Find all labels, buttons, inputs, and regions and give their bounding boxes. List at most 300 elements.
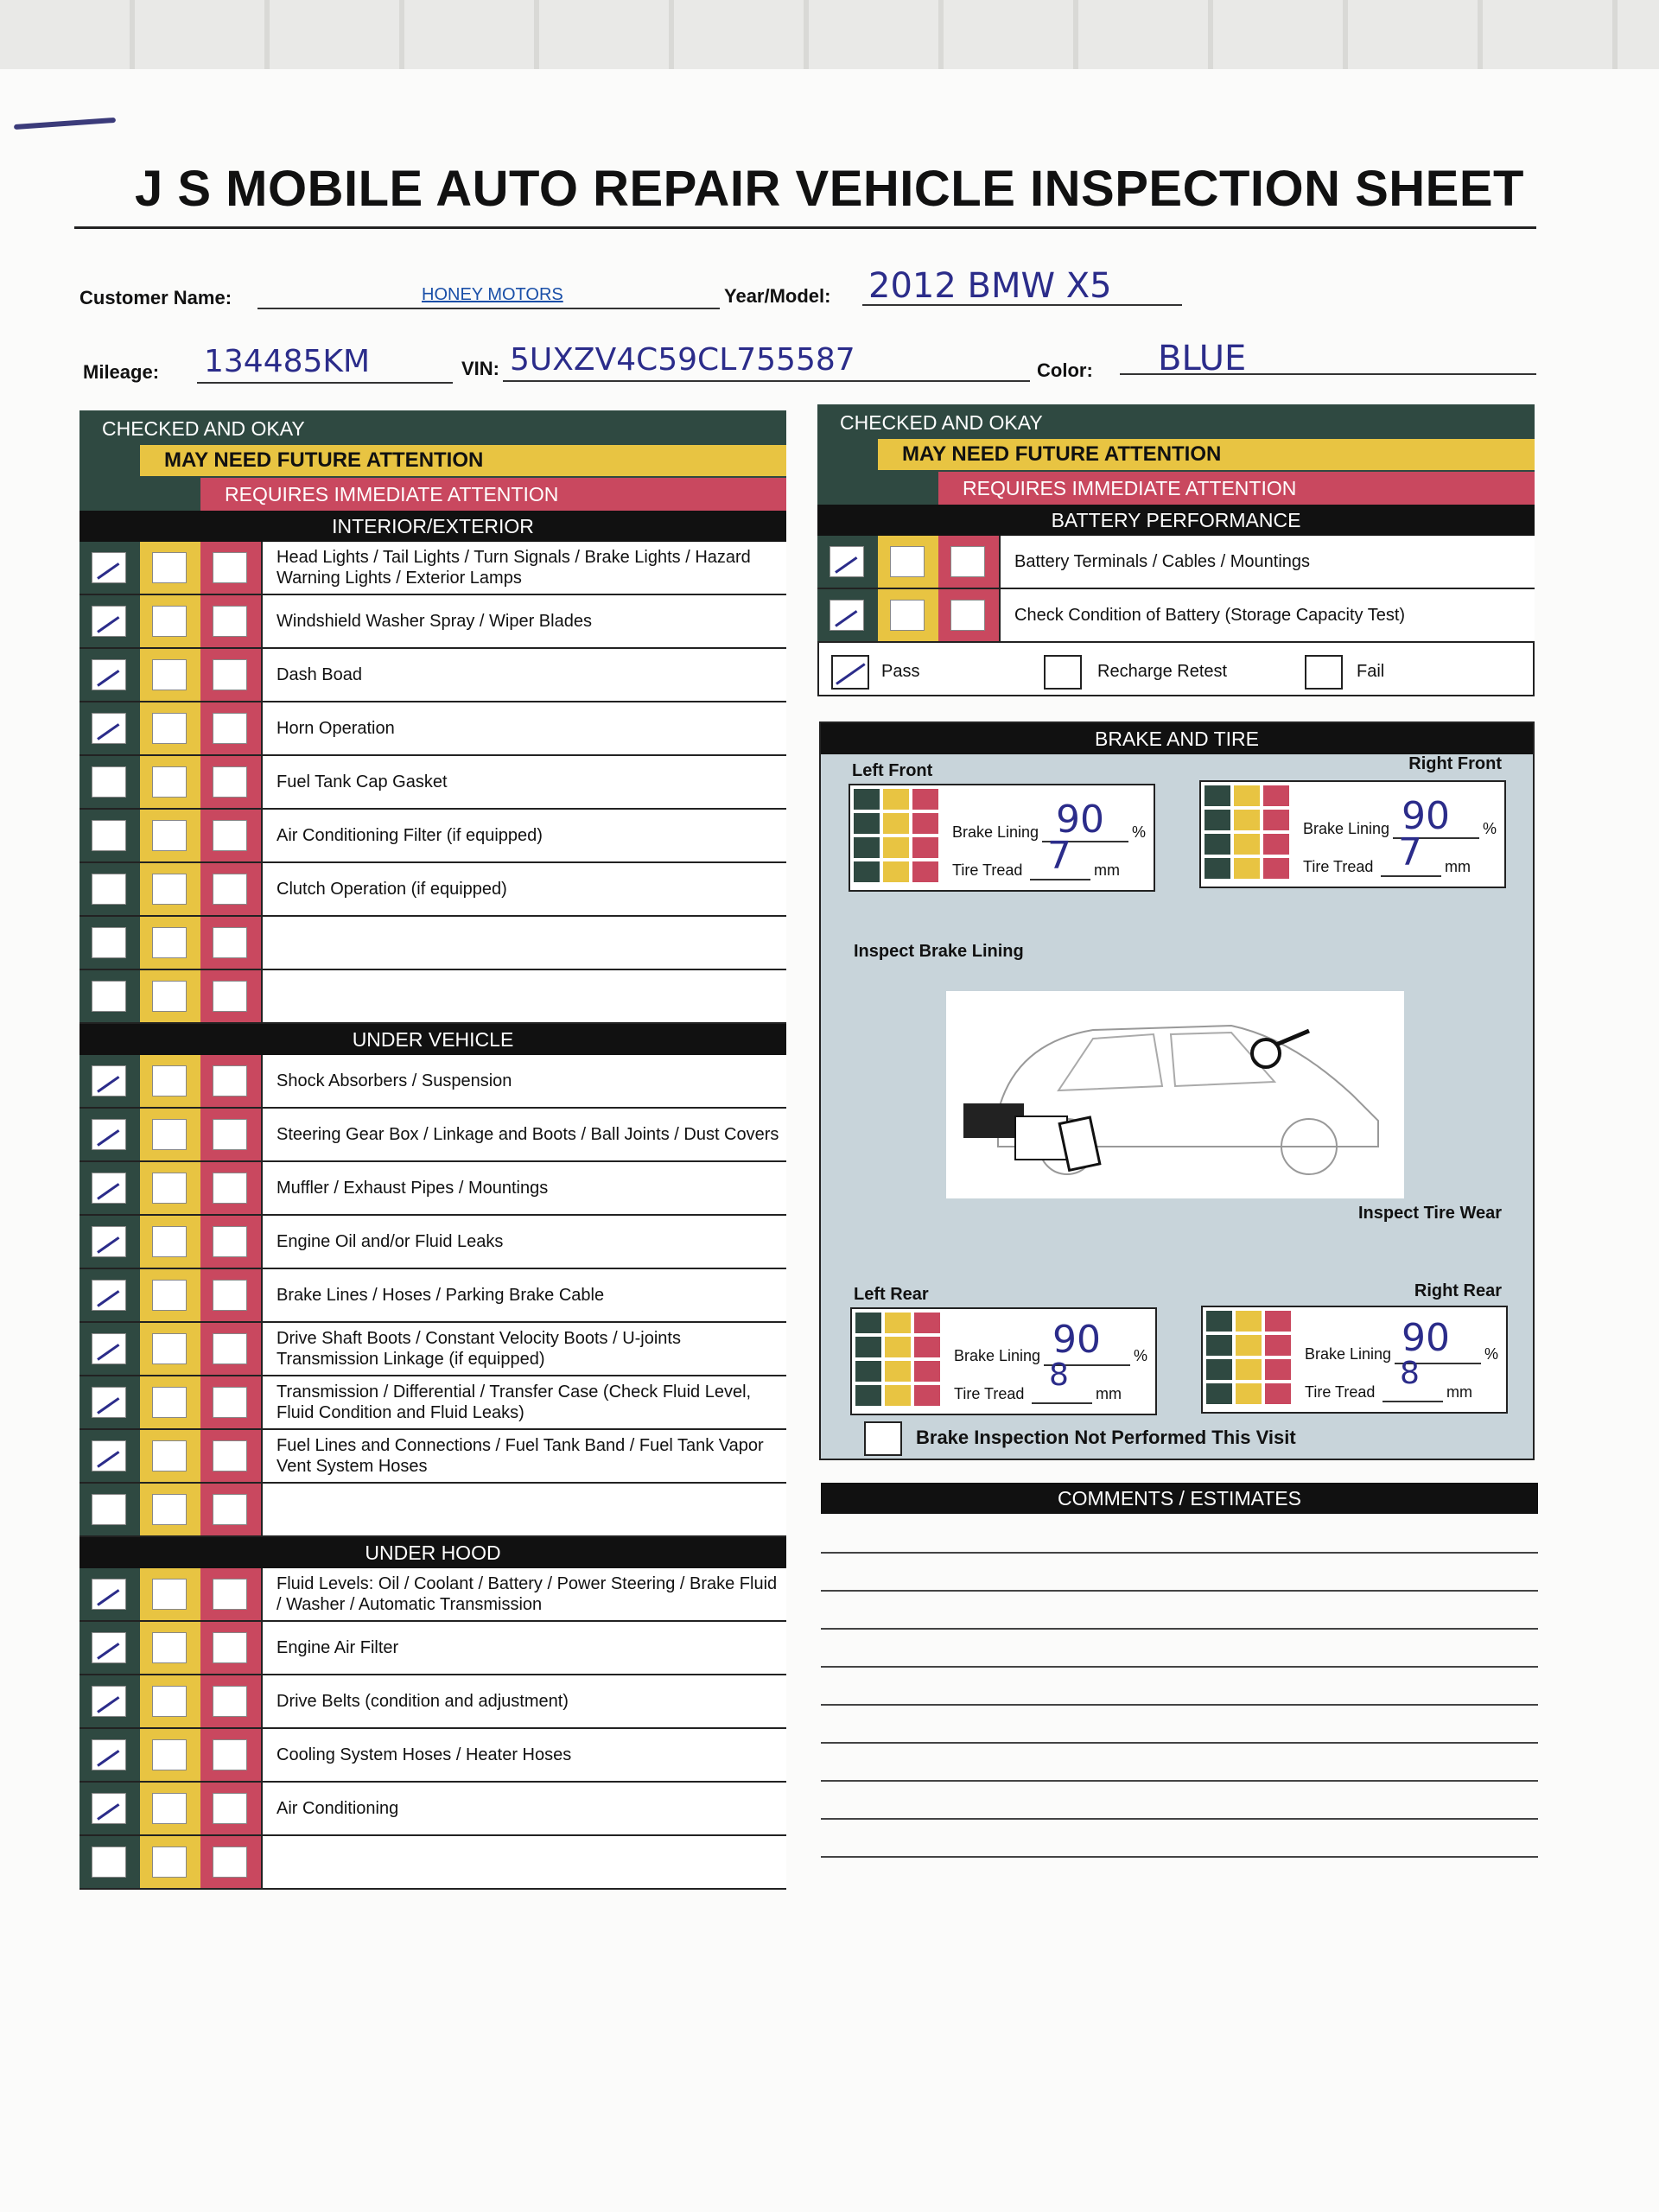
grid-cell [1263,858,1289,879]
pct-sign: % [1132,823,1147,841]
ok-checkbox[interactable] [830,546,864,577]
immediate-column [200,1836,261,1888]
checklist-row [79,1783,786,1836]
grid-cell [912,837,938,858]
ok-checkbox[interactable] [92,874,126,905]
future-checkbox[interactable] [152,1333,187,1364]
inspect-tire-label: Inspect Tire Wear [1358,1204,1502,1223]
future-checkbox[interactable] [152,874,187,905]
immediate-checkbox[interactable] [213,1280,247,1311]
immediate-checkbox[interactable] [213,820,247,851]
immediate-checkbox[interactable] [950,546,985,577]
immediate-checkbox[interactable] [950,600,985,631]
pct-sign: % [1134,1347,1148,1364]
ok-column [79,863,140,915]
checkmark-icon [835,610,857,627]
section-heading-comments: COMMENTS / ESTIMATES [821,1483,1538,1514]
comment-line[interactable] [821,1704,1538,1706]
grid-cell [912,789,938,810]
mileage-value[interactable]: 134485KM [204,344,371,379]
year-label: Year/Model: [724,285,831,307]
pass-checkbox[interactable] [831,655,869,690]
immediate-column [200,1109,261,1160]
future-checkbox[interactable] [152,1739,187,1770]
immediate-checkbox[interactable] [213,1494,247,1525]
vin-line [503,380,1030,382]
mm-unit: mm [1094,861,1120,879]
future-column [140,1216,200,1268]
future-checkbox[interactable] [152,820,187,851]
grid-cell [1265,1335,1291,1356]
car-illustration [946,991,1404,1198]
legend-ok-right: CHECKED AND OKAY [840,411,1043,434]
ok-column [79,1783,140,1834]
immediate-column [200,1269,261,1321]
ok-checkbox[interactable] [92,927,126,958]
battery-result-options [817,643,1535,696]
future-checkbox[interactable] [152,981,187,1012]
sheet-title: J S MOBILE AUTO REPAIR VEHICLE INSPECTION SHEET [135,161,1524,217]
left-front-tread[interactable]: 7 [1047,834,1071,878]
immediate-checkbox[interactable] [213,1847,247,1878]
checklist-row [79,1568,786,1622]
ok-column [79,1568,140,1620]
future-checkbox[interactable] [152,1494,187,1525]
future-column [140,1622,200,1674]
future-checkbox[interactable] [152,1847,187,1878]
right-front-lining[interactable]: 90 [1402,794,1450,838]
future-checkbox[interactable] [152,713,187,744]
grid-cell [854,861,880,882]
checklist-row [817,536,1535,589]
grid-cell [914,1361,940,1382]
checklist-row [79,542,786,595]
future-checkbox[interactable] [152,1119,187,1150]
future-column [140,649,200,701]
future-column [140,756,200,808]
future-checkbox[interactable] [152,606,187,637]
immediate-column [200,702,261,754]
future-checkbox[interactable] [152,1280,187,1311]
checklist-item-label: Engine Oil and/or Fluid Leaks [261,1216,786,1268]
future-checkbox[interactable] [152,1793,187,1824]
grid-cell [854,837,880,858]
section-heading-battery: BATTERY PERFORMANCE [817,505,1535,536]
grid-cell [1205,834,1230,855]
checklist-item-label: Drive Belts (condition and adjustment) [261,1675,786,1727]
ok-checkbox[interactable] [92,1226,126,1257]
section-heading-under-vehicle: UNDER VEHICLE [79,1024,786,1055]
checklist-item-label: Horn Operation [261,702,786,754]
grid-cell [885,1385,911,1406]
vin-value[interactable]: 5UXZV4C59CL755587 [510,342,855,378]
ok-column [79,756,140,808]
immediate-column [200,649,261,701]
immediate-checkbox[interactable] [213,606,247,637]
future-checkbox[interactable] [152,1387,187,1418]
checklist-row [79,917,786,970]
immediate-checkbox[interactable] [213,1686,247,1717]
checklist-row [79,1836,786,1890]
future-column [140,1836,200,1888]
ok-checkbox[interactable] [92,1440,126,1471]
wheel-right-front [1199,780,1506,888]
right-front-label: Right Front [1408,754,1502,773]
grid-cell [883,789,909,810]
immediate-column [200,756,261,808]
immediate-column [200,1568,261,1620]
grid-cell [1234,858,1260,879]
checklist-item-label [261,1484,786,1535]
future-column [140,917,200,969]
immediate-column [200,1162,261,1214]
grid-cell [1206,1359,1232,1380]
checklist-item-label: Check Condition of Battery (Storage Capacity Test) [999,589,1535,641]
grid-cell [1265,1359,1291,1380]
checkmark-icon [97,563,119,580]
checklist-item-label: Transmission / Differential / Transfer Case (Check Fluid Level, Fluid Condition and Fluid Leaks) [261,1376,786,1428]
ok-checkbox[interactable] [92,1333,126,1364]
lining-label: Brake Lining [954,1347,1041,1364]
future-checkbox[interactable] [152,1226,187,1257]
ok-checkbox[interactable] [92,981,126,1012]
grid-cell [1263,785,1289,806]
future-checkbox[interactable] [890,546,925,577]
pct-sign: % [1483,820,1497,837]
comment-line[interactable] [821,1780,1538,1782]
grid-cell [1234,834,1260,855]
immediate-checkbox[interactable] [213,713,247,744]
grid-cell [854,813,880,834]
ok-checkbox[interactable] [92,1739,126,1770]
grid-cell [914,1337,940,1357]
ok-checkbox[interactable] [92,820,126,851]
right-front-tread[interactable]: 7 [1398,830,1422,874]
ok-column [79,1162,140,1214]
comment-line[interactable] [821,1742,1538,1744]
immediate-checkbox[interactable] [213,1333,247,1364]
checkmark-icon [835,556,857,574]
wheel-left-front [849,784,1155,892]
year-value[interactable]: 2012 BMW X5 [868,266,1112,306]
checklist-row [79,702,786,756]
checkmark-icon [97,1344,119,1361]
grid-cell [912,813,938,834]
car-icon [946,991,1404,1198]
customer-value[interactable]: HONEY MOTORS [422,285,563,304]
immediate-column [938,589,999,641]
grid-cell [883,813,909,834]
ok-column [79,649,140,701]
ok-checkbox[interactable] [92,1119,126,1150]
checklist-row [79,756,786,810]
comment-line[interactable] [821,1590,1538,1592]
fail-label: Fail [1357,662,1385,681]
future-checkbox[interactable] [152,659,187,690]
immediate-column [200,1376,261,1428]
ok-column [817,536,878,588]
immediate-checkbox[interactable] [213,1793,247,1824]
future-column [140,542,200,594]
customer-label: Customer Name: [79,287,232,308]
checklist-item-label: Steering Gear Box / Linkage and Boots / Ball Joints / Dust Covers [261,1109,786,1160]
future-checkbox[interactable] [152,766,187,798]
grid-cell [1263,810,1289,830]
ok-checkbox[interactable] [92,1847,126,1878]
checklist-row [79,863,786,917]
immediate-column [200,1783,261,1834]
immediate-column [200,1055,261,1107]
right-rear-lining[interactable]: 90 [1402,1316,1450,1360]
color-label: Color: [1037,359,1093,381]
checkmark-icon [97,723,119,741]
future-checkbox[interactable] [152,1173,187,1204]
ok-checkbox[interactable] [92,552,126,583]
brake-not-performed-checkbox[interactable] [864,1421,902,1456]
checklist-item-label: Brake Lines / Hoses / Parking Brake Cable [261,1269,786,1321]
immediate-checkbox[interactable] [213,1632,247,1663]
checkmark-icon [97,1236,119,1254]
color-grid [1206,1311,1298,1406]
checkmark-icon [97,1076,119,1093]
checklist-row [79,649,786,702]
grid-cell [1206,1311,1232,1332]
fail-checkbox[interactable] [1305,655,1343,690]
future-checkbox[interactable] [152,1632,187,1663]
legend-future-right: MAY NEED FUTURE ATTENTION [878,439,1535,470]
color-grid [1205,785,1296,880]
ok-checkbox[interactable] [92,1793,126,1824]
grid-cell [914,1385,940,1406]
ok-checkbox[interactable] [92,713,126,744]
lining-label: Brake Lining [952,823,1039,841]
ok-column [79,702,140,754]
grid-cell [855,1361,881,1382]
ok-checkbox[interactable] [92,1173,126,1204]
immediate-checkbox[interactable] [213,981,247,1012]
future-checkbox[interactable] [152,1579,187,1610]
ok-column [817,589,878,641]
immediate-checkbox[interactable] [213,1226,247,1257]
ok-column [79,1109,140,1160]
legend-left [79,410,786,511]
checklist-row [79,1729,786,1783]
left-front-lining[interactable]: 90 [1056,798,1104,842]
immediate-column [200,1622,261,1674]
future-checkbox[interactable] [152,1065,187,1096]
future-column [140,970,200,1022]
tread-label: Tire Tread [1305,1383,1376,1401]
future-column [140,1269,200,1321]
ok-checkbox[interactable] [92,1387,126,1418]
comment-line[interactable] [821,1666,1538,1668]
future-column [878,536,938,588]
checklist-item-label: Fuel Lines and Connections / Fuel Tank Band / Fuel Tank Vapor Vent System Hoses [261,1430,786,1482]
ok-column [79,1729,140,1781]
mileage-label: Mileage: [83,361,160,383]
ok-checkbox[interactable] [92,659,126,690]
grid-cell [1265,1383,1291,1404]
checklist-row [79,1675,786,1729]
checkmark-icon [97,1750,119,1767]
grid-cell [1234,785,1260,806]
immediate-checkbox[interactable] [213,552,247,583]
ok-checkbox[interactable] [92,1632,126,1663]
checklist-row [79,1323,786,1376]
ok-checkbox[interactable] [830,600,864,631]
future-column [140,810,200,861]
inspect-lining-label: Inspect Brake Lining [854,942,1024,961]
future-column [140,1323,200,1375]
grid-cell [1236,1383,1262,1404]
brake-tire-panel [819,721,1535,1460]
color-grid [854,789,945,884]
section-heading-brake-tire: BRAKE AND TIRE [821,723,1533,754]
immediate-checkbox[interactable] [213,766,247,798]
grid-cell [912,861,938,882]
immediate-checkbox[interactable] [213,874,247,905]
immediate-column [200,970,261,1022]
right-rear-tread[interactable]: 8 [1400,1356,1420,1391]
ok-column [79,1055,140,1107]
mm-unit: mm [1446,1383,1472,1401]
checklist-row [79,1622,786,1675]
checklist-row [79,1430,786,1484]
left-rear-tread[interactable]: 8 [1049,1357,1069,1393]
immediate-checkbox[interactable] [213,927,247,958]
checklist-item-label: Battery Terminals / Cables / Mountings [999,536,1535,588]
left-rear-lining[interactable]: 90 [1052,1318,1101,1362]
immediate-column [200,1729,261,1781]
ok-column [79,1836,140,1888]
ok-column [79,1323,140,1375]
future-checkbox[interactable] [152,1440,187,1471]
recharge-label: Recharge Retest [1097,662,1228,681]
lining-label: Brake Lining [1303,820,1390,837]
immediate-column [200,542,261,594]
grid-cell [855,1385,881,1406]
checklist-row [79,1162,786,1216]
immediate-checkbox[interactable] [213,1387,247,1418]
ok-checkbox[interactable] [92,1280,126,1311]
checkmark-icon [97,1290,119,1307]
future-checkbox[interactable] [152,552,187,583]
lining-label: Brake Lining [1305,1345,1392,1363]
grid-cell [1205,810,1230,830]
checkmark-icon [97,1803,119,1821]
checklist-row [79,970,786,1024]
checkmark-icon [97,1589,119,1606]
comment-line[interactable] [821,1552,1538,1554]
immediate-column [200,1675,261,1727]
future-checkbox[interactable] [890,600,925,631]
checklist-row [79,1269,786,1323]
color-value[interactable]: BLUE [1158,339,1247,378]
immediate-column [200,863,261,915]
grid-cell [1206,1335,1232,1356]
ok-checkbox[interactable] [92,1686,126,1717]
grid-cell [854,789,880,810]
immediate-column [200,917,261,969]
pct-sign: % [1484,1345,1499,1363]
future-checkbox[interactable] [152,927,187,958]
left-checklist [79,410,786,1890]
grid-cell [1205,858,1230,879]
ok-column [79,595,140,647]
immediate-checkbox[interactable] [213,1579,247,1610]
legend-immediate-right: REQUIRES IMMEDIATE ATTENTION [938,472,1535,505]
immediate-column [200,1216,261,1268]
comment-line[interactable] [821,1628,1538,1630]
immediate-checkbox[interactable] [213,1065,247,1096]
checklist-item-label: Head Lights / Tail Lights / Turn Signals / Brake Lights / Hazard Warning Lights / Exterior Lamps [261,542,786,594]
grid-cell [1236,1359,1262,1380]
checklist-item-label: Clutch Operation (if equipped) [261,863,786,915]
checklist-item-label: Fluid Levels: Oil / Coolant / Battery / Power Steering / Brake Fluid / Washer / Automatic Transmission [261,1568,786,1620]
legend-immediate: REQUIRES IMMEDIATE ATTENTION [200,478,786,511]
immediate-checkbox[interactable] [213,659,247,690]
checklist-row [817,589,1535,643]
checklist-item-label: Fuel Tank Cap Gasket [261,756,786,808]
grid-cell [1206,1383,1232,1404]
comment-line[interactable] [821,1856,1538,1858]
checklist-item-label: Shock Absorbers / Suspension [261,1055,786,1107]
comment-line[interactable] [821,1818,1538,1820]
future-column [140,1568,200,1620]
checklist-item-label: Muffler / Exhaust Pipes / Mountings [261,1162,786,1214]
future-column [140,863,200,915]
ok-checkbox[interactable] [92,606,126,637]
future-column [878,589,938,641]
immediate-column [938,536,999,588]
immediate-column [200,1484,261,1535]
checklist-item-label: Engine Air Filter [261,1622,786,1674]
grid-cell [883,837,909,858]
immediate-checkbox[interactable] [213,1173,247,1204]
right-rear-label: Right Rear [1414,1281,1502,1300]
immediate-checkbox[interactable] [213,1119,247,1150]
mm-unit: mm [1096,1385,1122,1402]
ok-checkbox[interactable] [92,766,126,798]
future-checkbox[interactable] [152,1686,187,1717]
pass-label: Pass [881,662,920,681]
immediate-column [200,810,261,861]
checklist-item-label: Cooling System Hoses / Heater Hoses [261,1729,786,1781]
ok-checkbox[interactable] [92,1579,126,1610]
background-wall [0,0,1659,78]
checkmark-icon [97,1696,119,1713]
checklist-row [79,595,786,649]
grid-cell [1265,1311,1291,1332]
color-grid [855,1313,947,1408]
future-column [140,1729,200,1781]
checkmark-icon [97,616,119,633]
future-column [140,595,200,647]
recharge-checkbox[interactable] [1044,655,1082,690]
ok-column [79,1430,140,1482]
ok-column [79,810,140,861]
ok-column [79,1622,140,1674]
future-column [140,1162,200,1214]
ok-checkbox[interactable] [92,1494,126,1525]
left-rear-label: Left Rear [854,1285,929,1304]
immediate-checkbox[interactable] [213,1440,247,1471]
wheel-right-rear [1201,1306,1508,1414]
checklist-item-label [261,917,786,969]
checklist-item-label: Windshield Washer Spray / Wiper Blades [261,595,786,647]
ok-checkbox[interactable] [92,1065,126,1096]
immediate-checkbox[interactable] [213,1739,247,1770]
